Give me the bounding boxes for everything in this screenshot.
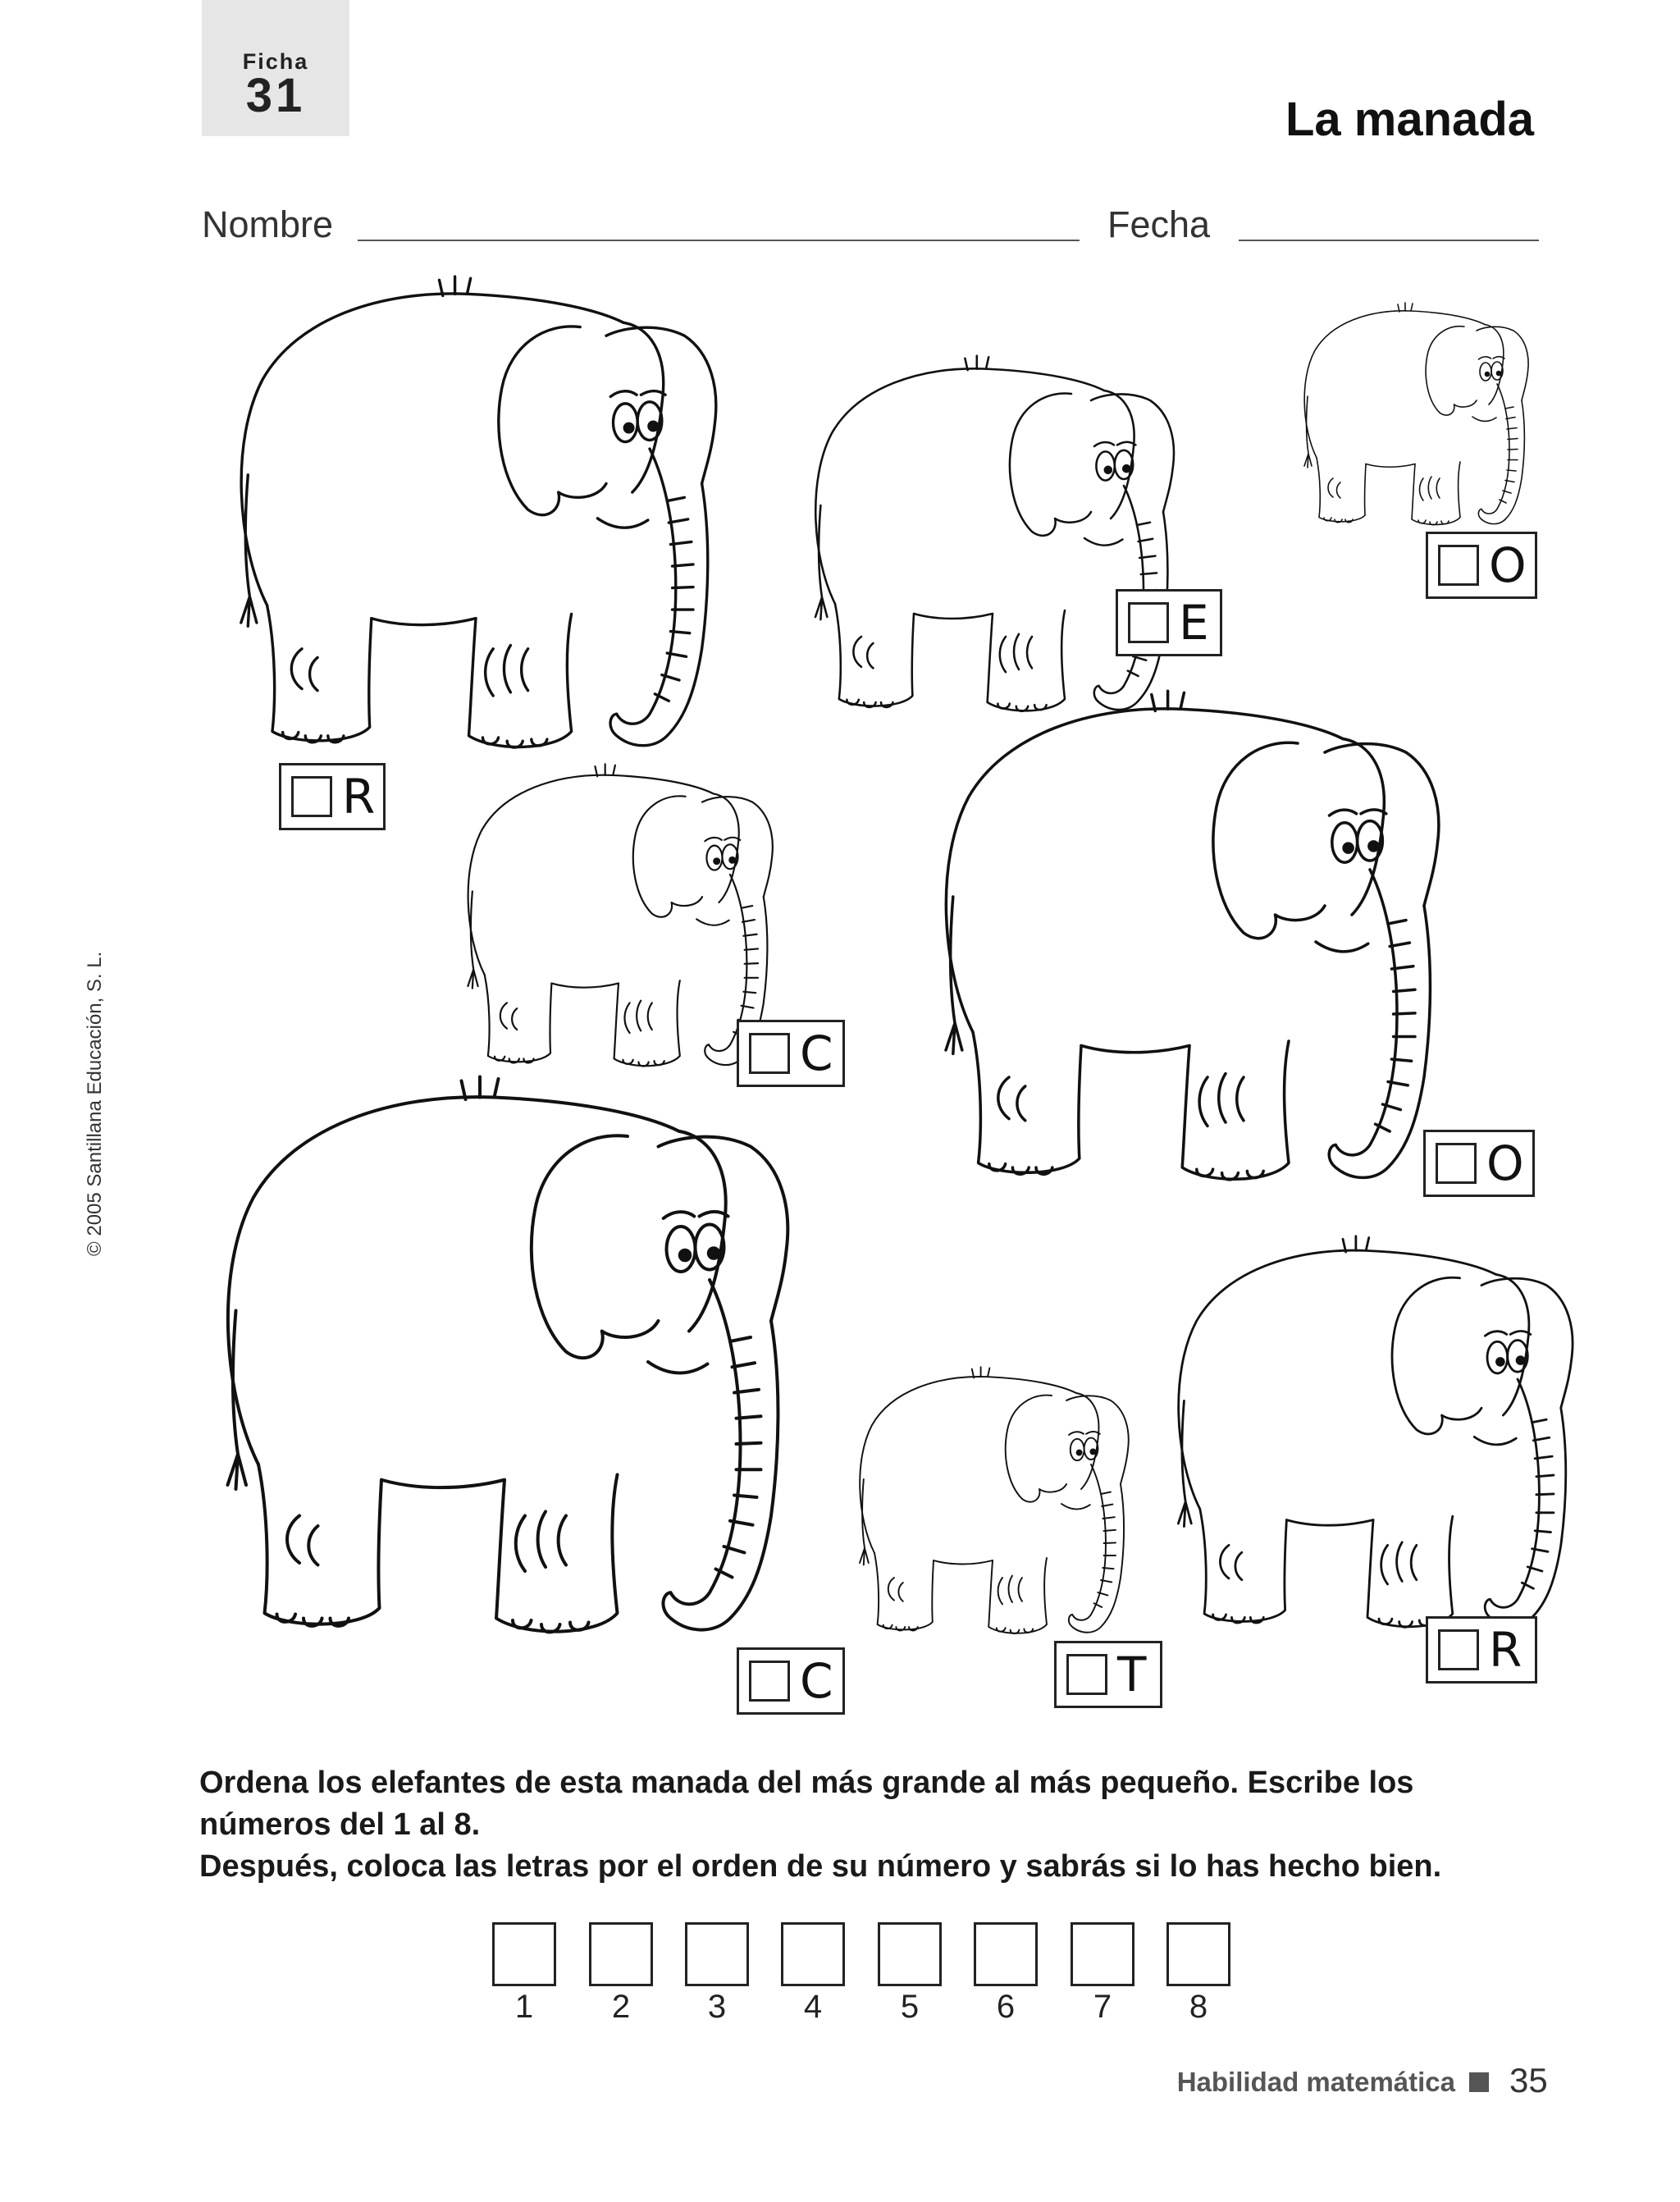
elephant-4-label xyxy=(737,1020,845,1087)
number-input-box[interactable] xyxy=(749,1661,790,1702)
answer-slot-number: 8 xyxy=(1189,1989,1208,2025)
answer-slot-number: 7 xyxy=(1093,1989,1112,2025)
footer-square-icon xyxy=(1469,2072,1489,2092)
elephant-4 xyxy=(468,764,772,1066)
date-label: Fecha xyxy=(1107,203,1211,245)
copyright-notice: © 2005 Santillana Educación, S. L. xyxy=(84,951,106,1256)
elephant-letter: E xyxy=(1179,595,1209,651)
elephant-6-label xyxy=(737,1647,845,1715)
answer-slot-number: 2 xyxy=(611,1989,631,2025)
elephant-letter: R xyxy=(1489,1622,1522,1678)
answer-slot[interactable] xyxy=(685,1922,749,1986)
page-title: La manada xyxy=(1285,93,1534,146)
elephant-8-label xyxy=(1426,1616,1537,1683)
number-input-box[interactable] xyxy=(1438,545,1479,586)
number-input-box[interactable] xyxy=(291,776,332,817)
number-input-box[interactable] xyxy=(1438,1629,1479,1670)
answer-slot[interactable] xyxy=(589,1922,653,1986)
elephant-5 xyxy=(946,691,1439,1180)
elephant-letter: C xyxy=(800,1653,833,1709)
answer-slot-number: 5 xyxy=(900,1989,920,2025)
elephant-1 xyxy=(241,276,716,747)
elephant-letter: R xyxy=(342,769,376,825)
page-number: 35 xyxy=(1509,2061,1548,2099)
ficha-number: 31 xyxy=(245,69,306,122)
ficha-label: Ficha xyxy=(242,49,309,74)
elephant-letter: O xyxy=(1486,1135,1524,1191)
elephant-letter: O xyxy=(1489,537,1527,593)
elephant-6 xyxy=(228,1077,788,1633)
answer-slot-number: 4 xyxy=(803,1989,823,2025)
elephant-1-label xyxy=(279,763,386,830)
instructions xyxy=(199,1762,1545,1888)
answer-slot-number: 1 xyxy=(514,1989,534,2025)
answer-slot[interactable] xyxy=(1166,1922,1230,1986)
elephant-8 xyxy=(1178,1236,1573,1628)
number-input-box[interactable] xyxy=(1066,1654,1107,1695)
answer-slot-number: 3 xyxy=(707,1989,727,2025)
answer-slot[interactable] xyxy=(492,1922,556,1986)
answer-slot[interactable] xyxy=(781,1922,845,1986)
footer-section: Habilidad matemática xyxy=(1176,2067,1455,2097)
answer-slot[interactable] xyxy=(878,1922,942,1986)
number-input-box[interactable] xyxy=(1128,602,1169,643)
elephant-2 xyxy=(815,356,1174,711)
elephant-letter: T xyxy=(1117,1647,1147,1702)
elephant-letter: C xyxy=(800,1026,833,1081)
elephant-5-label xyxy=(1423,1130,1535,1197)
answer-slot[interactable] xyxy=(974,1922,1038,1986)
instructions-line-2: Después, coloca las letras por el orden de su número y sabrás si lo has hecho bien. xyxy=(199,1849,1442,1884)
elephant-2-label xyxy=(1116,589,1222,656)
number-input-box[interactable] xyxy=(1436,1143,1477,1184)
answer-slot-number: 6 xyxy=(996,1989,1016,2025)
number-input-box[interactable] xyxy=(749,1033,790,1074)
name-label: Nombre xyxy=(202,203,334,245)
answer-slot[interactable] xyxy=(1071,1922,1134,1986)
elephant-7-label xyxy=(1054,1641,1162,1708)
elephant-3 xyxy=(1304,303,1528,525)
elephant-3-label xyxy=(1426,532,1537,599)
instructions-line-1: Ordena los elefantes de esta manada del más grande al más pequeño. Escribe los números del 1 al 8. xyxy=(199,1766,1414,1842)
elephant-7 xyxy=(860,1367,1129,1633)
